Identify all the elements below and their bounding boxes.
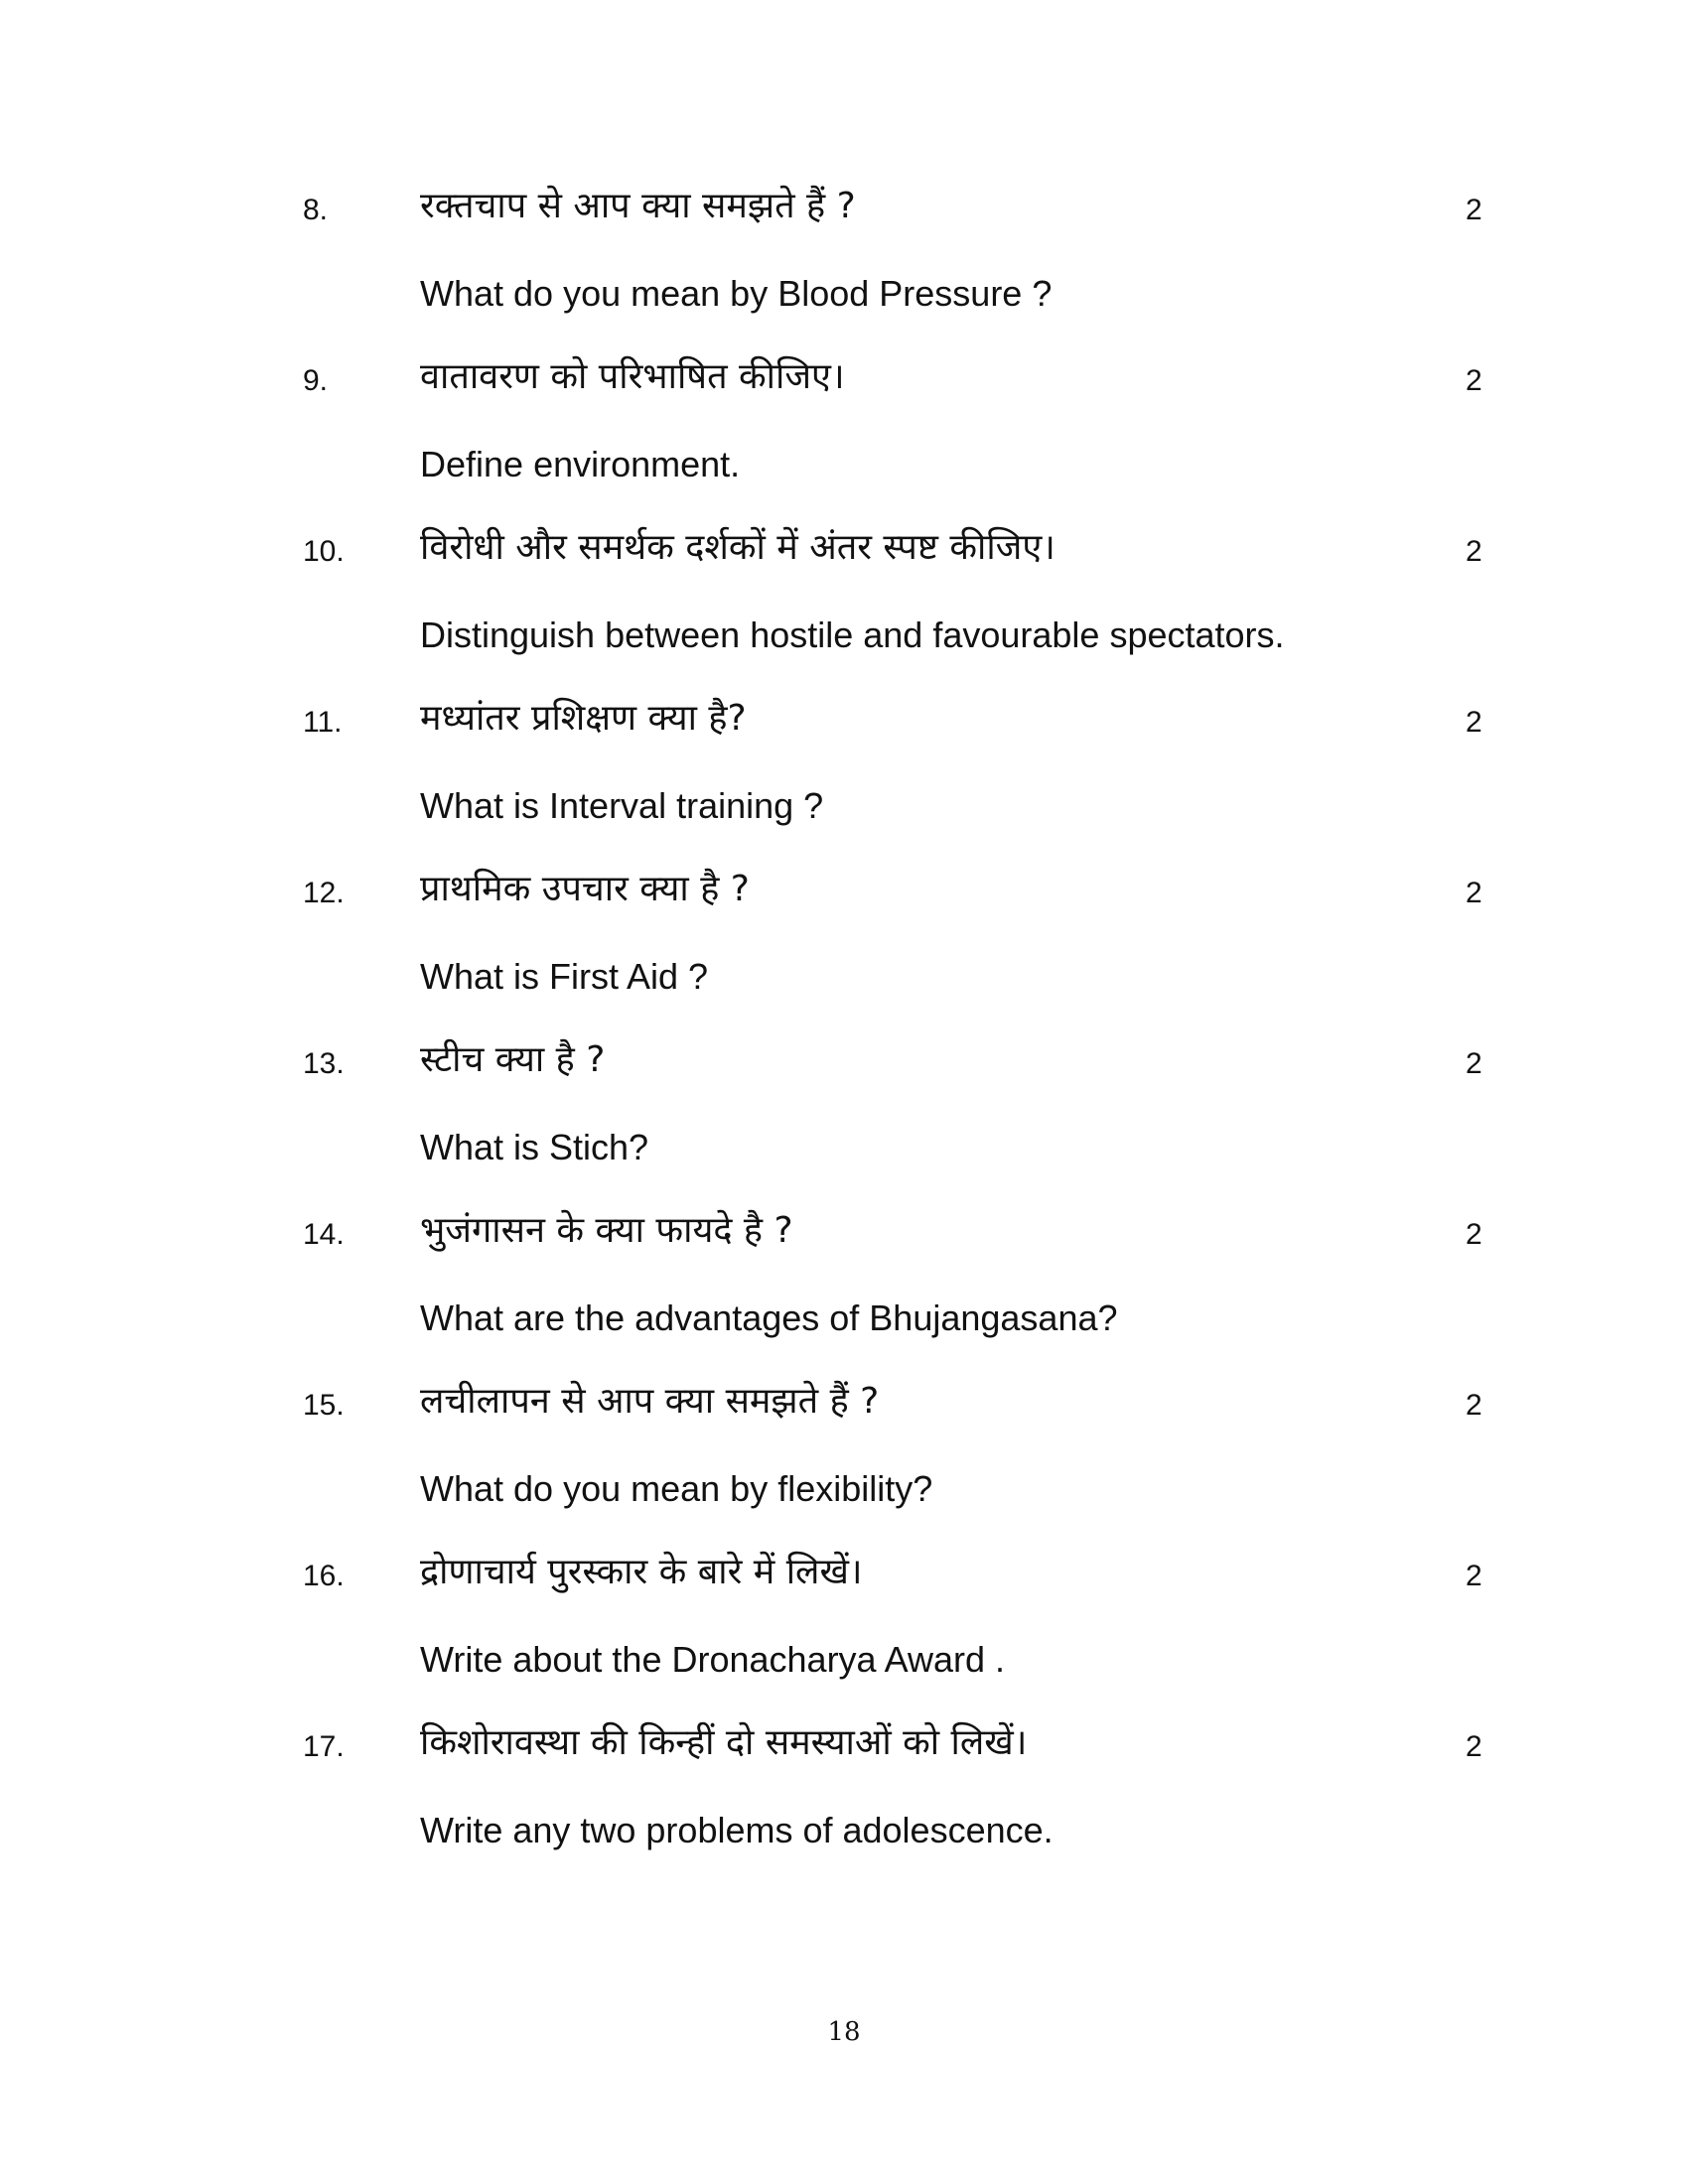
question-marks: 2 (1466, 1047, 1482, 1080)
question-text-english: What is Stich? (420, 1127, 649, 1167)
question-number: 13. (303, 1047, 345, 1080)
question-text-english: What do you mean by flexibility? (420, 1468, 933, 1509)
question-item (0, 1722, 1688, 1898)
question-text-hindi: लचीलापन से आप क्या समझते हैं ? (420, 1381, 880, 1422)
question-text-english: Distinguish between hostile and favourable spectators. (420, 614, 1285, 655)
question-item (0, 1381, 1688, 1557)
question-text-hindi: विरोधी और समर्थक दर्शकों में अंतर स्पष्ट कीजिए। (420, 527, 1055, 568)
question-item (0, 186, 1688, 361)
question-marks: 2 (1466, 1389, 1482, 1422)
question-number: 12. (303, 877, 345, 909)
question-text-english: What is Interval training ? (420, 785, 824, 826)
question-item (0, 1039, 1688, 1215)
question-text-hindi: वातावरण को परिभाषित कीजिए। (420, 356, 845, 397)
question-number: 10. (303, 535, 345, 568)
question-number: 9. (303, 364, 329, 397)
question-item (0, 1210, 1688, 1386)
question-text-english: What do you mean by Blood Pressure ? (420, 273, 1053, 314)
question-marks: 2 (1466, 1730, 1482, 1763)
question-text-hindi: किशोरावस्था की किन्हीं दो समस्याओं को लिखें। (420, 1722, 1028, 1763)
question-marks: 2 (1466, 364, 1482, 397)
question-number: 8. (303, 194, 329, 226)
question-text-hindi: रक्तचाप से आप क्या समझते हैं ? (420, 186, 856, 226)
question-number: 17. (303, 1730, 345, 1763)
question-marks: 2 (1466, 535, 1482, 568)
question-item (0, 527, 1688, 703)
question-number: 11. (303, 706, 343, 739)
question-text-hindi: प्राथमिक उपचार क्या है ? (420, 869, 750, 909)
question-text-english: What is First Aid ? (420, 956, 709, 997)
question-item (0, 869, 1688, 1044)
question-text-english: What are the advantages of Bhujangasana? (420, 1297, 1118, 1338)
question-item (0, 698, 1688, 874)
question-marks: 2 (1466, 1560, 1482, 1592)
question-marks: 2 (1466, 194, 1482, 226)
question-text-hindi: मध्यांतर प्रशिक्षण क्या है? (420, 698, 747, 739)
question-number: 15. (303, 1389, 345, 1422)
question-text-hindi: स्टीच क्या है ? (420, 1039, 606, 1080)
question-marks: 2 (1466, 877, 1482, 909)
question-text-hindi: भुजंगासन के क्या फायदे है ? (420, 1210, 793, 1251)
question-text-english: Write about the Dronacharya Award . (420, 1639, 1005, 1680)
page-number: 18 (827, 2017, 861, 2047)
question-text-english: Write any two problems of adolescence. (420, 1810, 1054, 1850)
question-number: 14. (303, 1218, 345, 1251)
question-text-english: Define environment. (420, 444, 741, 484)
question-marks: 2 (1466, 1218, 1482, 1251)
question-item (0, 1552, 1688, 1727)
question-item (0, 356, 1688, 532)
question-text-hindi: द्रोणाचार्य पुरस्कार के बारे में लिखें। (420, 1552, 863, 1592)
question-marks: 2 (1466, 706, 1482, 739)
question-number: 16. (303, 1560, 345, 1592)
